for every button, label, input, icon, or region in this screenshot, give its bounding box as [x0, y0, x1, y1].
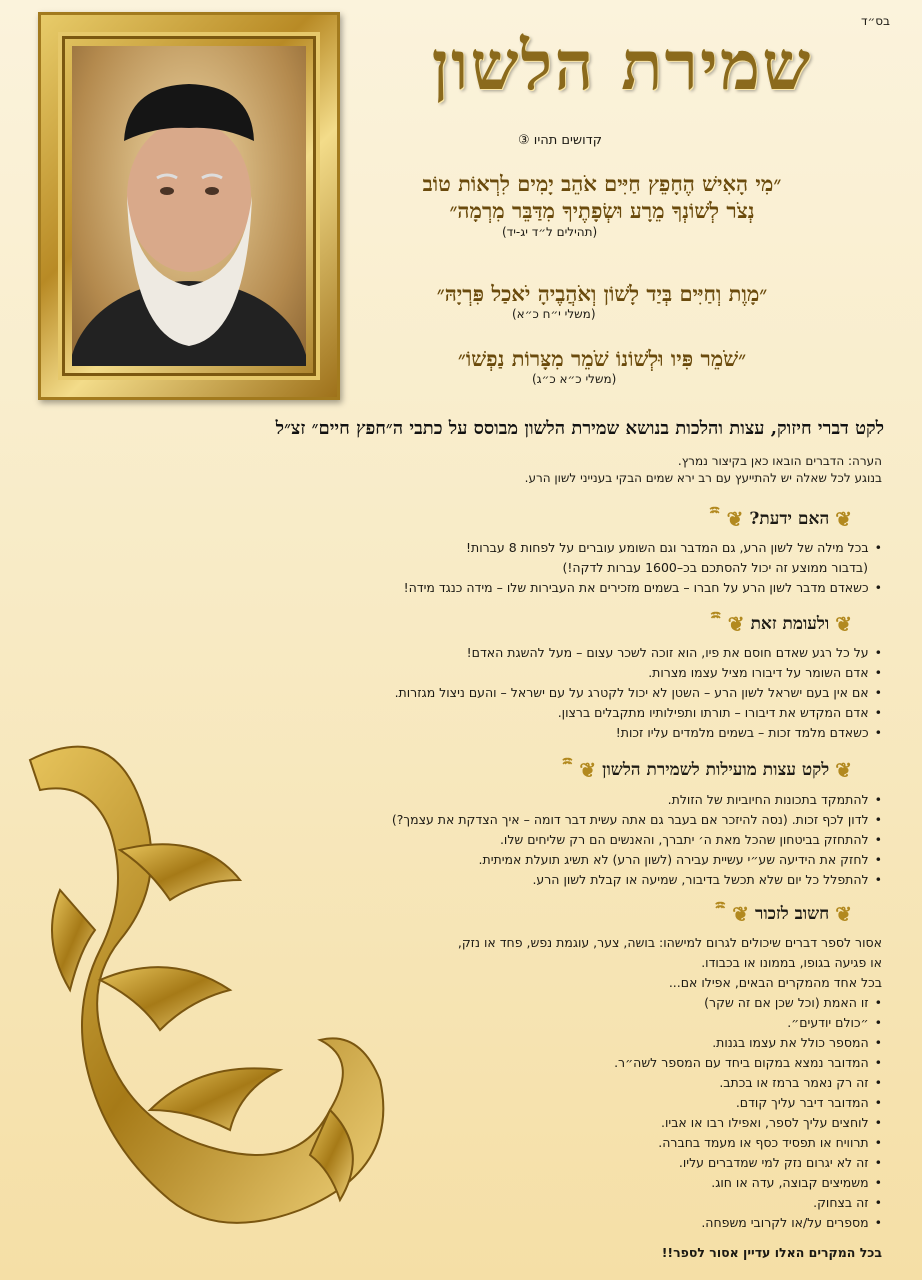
list-item: • זו האמת (וכל שכן אם זה שקר)	[362, 993, 882, 1013]
list-item: • על כל רגע שאדם חוסם את פיו, הוא זוכה לשכר עצום – מעל להשגת האדם!	[62, 643, 882, 663]
list-item: • בכל מילה של לשון הרע, גם המדבר וגם השומע עוברים על לפחות 8 עברות!	[62, 538, 882, 558]
leaf-ornament-icon: ❦	[835, 757, 852, 782]
leaf-ornament-icon: ❦	[835, 901, 852, 926]
list-item: • תרוויח או תפסיד כסף או מעמד בחברה.	[362, 1133, 882, 1153]
verse-mishlei-18	[342, 280, 862, 323]
section-title: חשוב לזכור	[754, 903, 830, 924]
leaf-ornament-icon: ❦	[732, 901, 749, 926]
portrait-frame	[38, 12, 340, 400]
note-line: בנוגע לכל שאלה יש להתייעץ עם רב ירא שמים הבקי בענייני לשון הרע.	[524, 471, 882, 486]
disclaimer-note	[182, 453, 882, 488]
list-didyouknow	[62, 538, 882, 598]
section-title: ולעומת זאת	[750, 613, 830, 634]
verse-line: ״שֹׁמֵר פִּיו וּלְשׁוֹנוֹ שֹׁמֵר מִצָּרוֹת נַפְשׁוֹ״	[457, 346, 747, 371]
list-item: • אדם השומר על דיבורו מציל עצמו מצרות.	[62, 663, 882, 683]
list-item: • המדובר נמצא במקום ביחד עם המספר לשה״ר.	[362, 1053, 882, 1073]
collection-subtitle: לקט דברי חיזוק, עצות והלכות בנושא שמירת הלשון מבוסס על כתבי ה״חפץ חיים״ זצ״ל	[275, 418, 884, 439]
list-item: • אדם המקדש את דיבורו – תורתו ותפילותיו מתקבלים ברצון.	[62, 703, 882, 723]
list-item: • מספרים על/או לקרובי משפחה.	[362, 1213, 882, 1233]
acanthus-ornament-icon	[0, 730, 420, 1280]
verse-source: (משלי כ״א כ״ג)	[532, 372, 617, 387]
note-line: הערה: הדברים הובאו כאן בקיצור נמרץ.	[677, 454, 882, 468]
intro-line: אסור לספר דברים שיכולים לגרום למישהו: בושה, צער, עוגמת נפש, פחד או נזק,	[457, 935, 882, 950]
leaf-ornament-icon: ❦	[727, 611, 745, 636]
remember-closing: בכל המקרים האלו עדיין אסור לספר!!	[661, 1245, 882, 1260]
list-item: • המדובר דיבר עליך קודם.	[362, 1093, 882, 1113]
portrait-drawing	[72, 46, 306, 366]
list-item: • כשאדם מדבר לשון הרע על חברו – בשמים מזכירים את העבירות שלו – מידה כנגד מידה!	[62, 578, 882, 598]
list-item: • זה לא יגרום נזק למי שמדברים עליו.	[362, 1153, 882, 1173]
list-item: • כשאדם מלמד זכות – בשמים מלמדים עליו זכות!	[62, 723, 882, 743]
kedoshim-tagline: קדושים תהיו ③	[517, 133, 602, 148]
list-item: • זה בצחוק.	[362, 1193, 882, 1213]
rabbi-portrait	[72, 46, 306, 366]
leaf-ornament-icon: ❦	[835, 506, 852, 531]
verse-source: (תהילים ל״ד יג-יד)	[502, 224, 598, 239]
list-item: • המספר כולל את עצמו בגנות.	[362, 1033, 882, 1053]
section-heading-didyouknow	[721, 505, 852, 532]
list-item: • לדון לכף זכות. (נסה להיזכר אם בעבר גם אתה עשית דבר דומה – איך הצדקת את עצמך?)	[42, 810, 882, 830]
verse-line: ״מָוֶת וְחַיִּים בְּיַד לָשׁוֹן וְאֹהֲבֶיהָ יֹאכַל פִּרְיָהּ״	[436, 281, 768, 306]
verse-line: ״מִי הָאִישׁ הֶחָפֵץ חַיִּים אֹהֵב יָמִים לִרְאוֹת טוֹב	[422, 171, 782, 196]
section-heading-remember	[726, 900, 852, 927]
list-item: • זה רק נאמר ברמז או בכתב.	[362, 1073, 882, 1093]
section-heading-conversely	[722, 610, 852, 637]
verse-tehillim	[342, 170, 862, 240]
list-conversely	[62, 643, 882, 743]
list-item: • להתמקד בתכונות החיוביות של הזולת.	[42, 790, 882, 810]
section-title: האם ידעת?	[749, 508, 830, 529]
list-item: • לוחצים עליך לספר, ואפילו רבו או אביו.	[362, 1113, 882, 1133]
intro-line: או פגיעה בגופו, בממונו או בכבודו.	[701, 955, 882, 970]
list-item: (בדבור ממוצע זה יכול להסתכם בכ–1600 עברות לדקה!)	[562, 560, 868, 575]
page-title: שמירת הלשון	[431, 26, 813, 106]
leaf-ornament-icon: ❦	[579, 757, 597, 782]
intro-line: בכל אחד מהמקרים הבאים, אפילו אם...	[668, 975, 882, 990]
list-item: • אם אין בעם ישראל לשון הרע – השטן לא יכול לקטרג על עם ישראל – והעם ניצול מגזרות.	[62, 683, 882, 703]
list-item: • להתחזק בביטחון שהכל מאת ה׳ יתברך, והאנשים הם רק שליחים שלו.	[42, 830, 882, 850]
leaf-ornament-icon: ❦	[726, 506, 744, 531]
section-title: לקט עצות מועילות לשמירת הלשון	[602, 759, 830, 780]
verse-source: (משלי י״ח כ״א)	[512, 307, 596, 322]
list-item: • ״כולם יודעים״.	[362, 1013, 882, 1033]
list-item: • משמיצים קבוצה, עדה או חוג.	[362, 1173, 882, 1193]
list-item: • לחזק את הידיעה שע״י עשיית עבירה (לשון הרע) לא תשיג תועלת אמיתית.	[42, 850, 882, 870]
verse-line: נְצֹר לְשׁוֹנְךָ מֵרָע וּשְׂפָתֶיךָ מִדַּבֵּר מִרְמָה״	[449, 198, 755, 224]
section-heading-tips	[573, 756, 852, 783]
bsd-mark: בס״ד	[860, 14, 890, 28]
verse-mishlei-21	[342, 345, 862, 388]
leaf-ornament-icon: ❦	[835, 611, 852, 636]
list-remember	[362, 993, 882, 1233]
list-item: • להתפלל כל יום שלא תכשל בדיבור, שמיעה או קבלת לשון הרע.	[42, 870, 882, 890]
